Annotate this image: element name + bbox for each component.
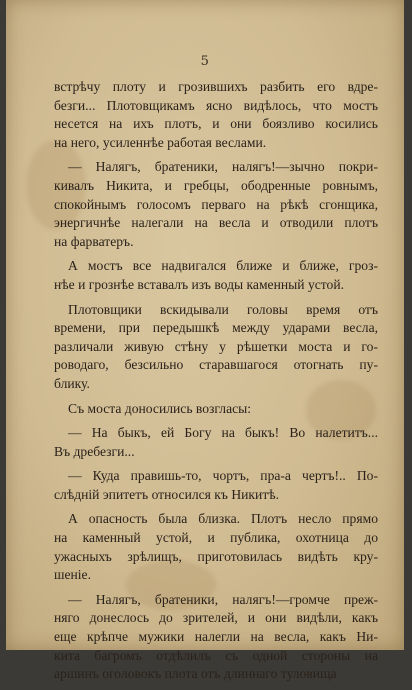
text-line: — Куда правишь-то, чортъ, пра-а чертъ!.. По-: [68, 468, 378, 484]
paragraph: [54, 257, 378, 294]
text-line: блику.: [54, 375, 90, 391]
text-line: на каменный устой, и публика, охотница до: [54, 530, 378, 546]
page-text: [54, 78, 378, 690]
paragraph: [54, 467, 378, 504]
text-line: на фарватеръ.: [54, 233, 134, 249]
text-line: нѣе и грознѣе вставалъ изъ воды каменный устой.: [54, 276, 345, 292]
text-line: различали живую стѣну у рѣшетки моста и го-: [54, 338, 378, 354]
paragraph: [54, 424, 378, 461]
text-line: спокойнымъ голосомъ перваго на рѣкѣ сгонщика,: [54, 196, 378, 212]
text-line: шеніе.: [54, 567, 91, 583]
text-line: Плотовщики вскидывали головы время отъ: [68, 301, 378, 317]
text-line: ужасныхъ зрѣлищъ, приготовилась видѣть кру-: [54, 548, 378, 564]
book-page: [6, 0, 404, 682]
text-line: — Налягъ, братеники, налягъ!—зычно покри-: [68, 159, 378, 175]
text-line: еще крѣпче мужики налегли на весла, какъ Ни-: [54, 629, 378, 645]
text-line: роводаго, безсильно старавшагося отогнать пу-: [54, 357, 378, 373]
text-line: — Налягъ, братеники, налягъ!—громче преж-: [68, 591, 378, 607]
paragraph: [54, 510, 378, 584]
text-line: няго донеслось до зрителей, и они видѣли, какъ: [54, 610, 378, 626]
text-line: Съ моста доносились возгласы:: [68, 400, 252, 416]
paragraph: [54, 301, 378, 394]
text-line: времени, при передышкѣ между ударами весла,: [54, 320, 378, 336]
text-line: несется на ихъ плотъ, и они боязливо косились: [54, 116, 378, 132]
text-line: А опасность была близка. Плотъ несло прямо: [68, 511, 378, 527]
text-line: на него, усиленнѣе работая веслами.: [54, 134, 267, 150]
paragraph: [54, 158, 378, 251]
text-line: кита багромъ отдѣлилъ съ одной стороны на: [54, 647, 378, 663]
text-line: кивалъ Никита, и гребцы, ободренные ровнымъ,: [54, 177, 378, 193]
text-line: энергичнѣе налегали на весла и отводили плотъ: [54, 215, 378, 231]
text-line: безги... Плотовщикамъ ясно видѣлось, что мостъ: [54, 97, 378, 113]
text-line: — На быкъ, ей Богу на быкъ! Во налетитъ...: [68, 425, 378, 441]
text-line: слѣдній эпитетъ относился къ Никитѣ.: [54, 486, 280, 502]
text-line: встрѣчу плоту и грозившихъ разбить его вдре-: [54, 79, 378, 94]
text-line: аршинъ оголовокъ плота отъ длиннаго туловища: [54, 666, 337, 682]
text-line: А мостъ все надвигался ближе и ближе, гроз-: [68, 258, 378, 274]
paragraph: [54, 400, 378, 419]
paragraph: [54, 78, 378, 152]
text-line: Въ дребезги...: [54, 443, 135, 459]
paragraph: [54, 591, 378, 684]
page-number: 5: [200, 54, 210, 69]
